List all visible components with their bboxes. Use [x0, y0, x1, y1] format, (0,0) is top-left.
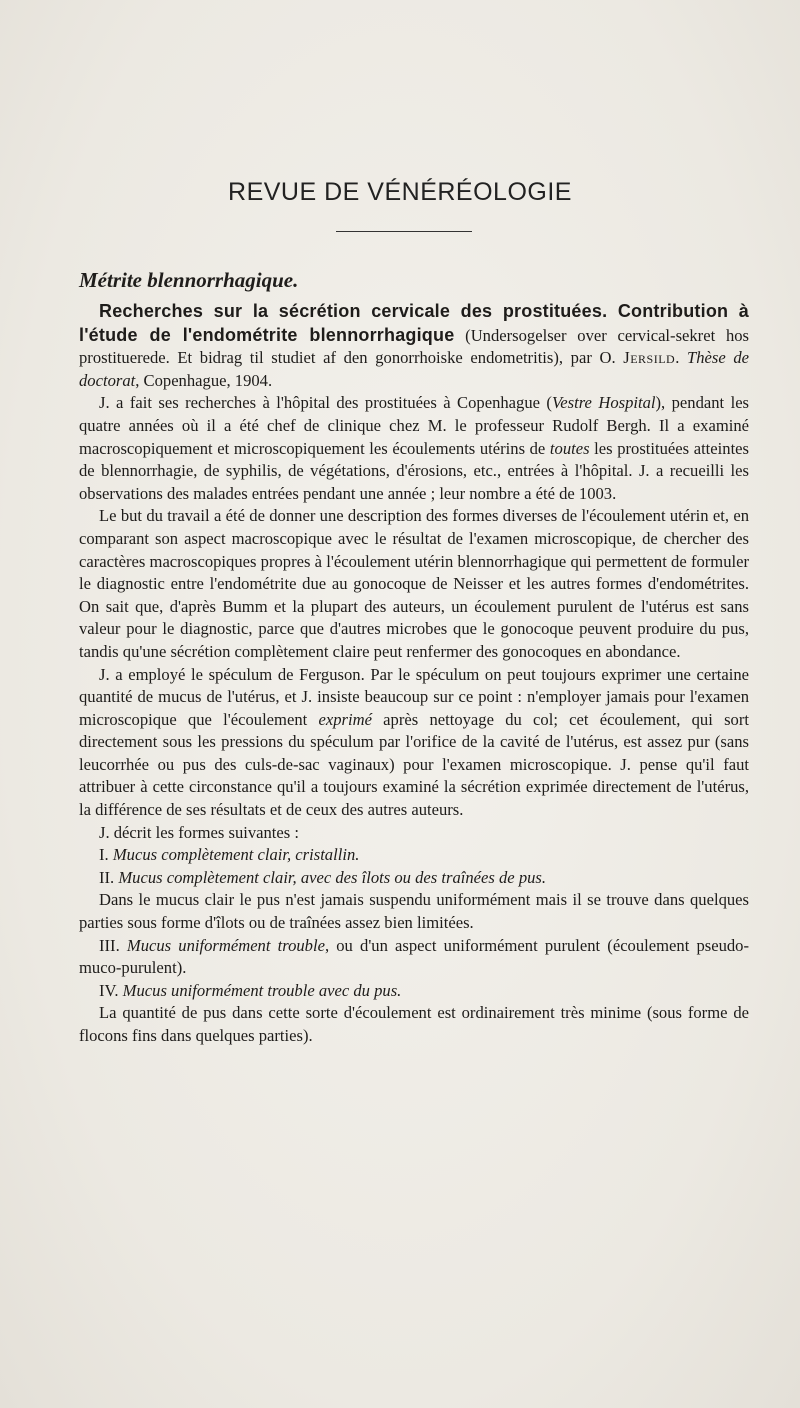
- form-description: Mucus complètement clair, avec des îlots ou des traînées de pus.: [118, 867, 547, 887]
- text-run: ), pendant les quatre années où il a été chef de clinique chez M. le professeur Rudolf Bergh. Il a examiné macroscopiquement et microscopiquement les écoulements utérins de: [79, 393, 750, 458]
- emphasis-toutes: toutes: [549, 438, 590, 458]
- form-number: IV.: [99, 980, 123, 1000]
- publication-type: Thèse de doctorat: [79, 348, 750, 390]
- paragraph-6: Dans le mucus clair le pus n'est jamais suspendu uniformément mais il se trouve dans quelques parties sous forme d'îlots ou de traînées assez bien limitées.: [79, 890, 749, 933]
- form-item-4: [79, 980, 749, 1003]
- emphasis-exprime: exprimé: [318, 709, 372, 729]
- article-title: Recherches sur la sécrétion cervicale des prostituées. Contribution à l'étude de l'endométrite blennorrhagique: [79, 301, 749, 345]
- section-title: Métrite blennorrhagique.: [79, 268, 299, 292]
- form-description: Mucus uniformément trouble avec du pus.: [122, 980, 402, 1000]
- form-description: Mucus uniformément trouble: [126, 935, 325, 955]
- form-number: I.: [99, 845, 113, 865]
- header-divider: [336, 231, 472, 232]
- form-number: III.: [99, 935, 127, 955]
- reference-text: (Undersogelser over cervical-sekret hos prostituerede. Et bidrag til studiet af den gonorrhoiske endometritis), par O.: [79, 325, 749, 368]
- form-item-2: [79, 867, 749, 890]
- paragraph-4: [79, 664, 749, 822]
- paragraph-5: J. décrit les formes suivantes :: [99, 822, 300, 842]
- separator: .: [675, 348, 687, 368]
- hospital-name: Vestre Hospital: [551, 393, 656, 413]
- paragraph-7: La quantité de pus dans cette sorte d'écoulement est ordinairement très minime (sous forme de flocons fins dans quelques parties).: [79, 1003, 749, 1045]
- form-item-1: [79, 844, 749, 867]
- paragraph-2: [79, 392, 749, 505]
- paragraph-3: Le but du travail a été de donner une description des formes diverses de l'écoulement utérin et, en comparant son aspect macroscopique avec le résultat de l'examen microscopique, de chercher des caractères macroscopiques propres à l'écoulement utérin blennorrhagique qui permettent de formuler le diagnostic entre l'endométrite due au gonocoque de Neisser et les autres formes d'endométrites. On sait que, d'après Bumm et la plupart des auteurs, un écoulement purulent de l'utérus est sans valeur pour le diagnostic, parce que d'autres microbes que le gonocoque peuvent produire du pus, tandis qu'une sécrétion complètement claire peut renfermer des gonocoques en abondance.: [79, 506, 749, 661]
- form-description: Mucus complètement clair, cristallin.: [112, 845, 360, 865]
- text-run: J. a employé le spéculum de Ferguson. Par le spéculum on peut toujours exprimer une certaine quantité de mucus de l'utérus, et J. insiste beaucoup sur ce point : n'employer jamais pour l'examen microscopique que l'écoulement: [79, 664, 749, 729]
- publication-place: , Copenhague, 1904.: [135, 370, 273, 390]
- form-number: II.: [99, 867, 119, 887]
- form-detail: , ou d'un aspect uniformément purulent (écoulement pseudo-muco-purulent).: [79, 935, 750, 978]
- form-item-3: [79, 935, 749, 980]
- author-name: Jersild: [623, 348, 676, 368]
- running-header: REVUE DE VÉNÉRÉOLOGIE: [228, 178, 572, 206]
- paragraph-reference: [79, 300, 749, 392]
- text-run: après nettoyage du col; cet écoulement, qui sort directement sous les pressions du spéculum par l'orifice de la cavité de l'utérus, est assez pur (sans leucorrhée ou pus des culs-de-sac vaginaux) pour l'examen microscopique. J. pense qu'il faut attribuer à cette circonstance qu'il a toujours examiné la sécrétion exprimée directement de l'utérus, la différence de ses résultats et de ceux des autres auteurs.: [79, 709, 749, 820]
- text-run: les prostituées atteintes de blennorrhagie, de syphilis, de végétations, d'érosions, etc., entrées à l'hôpital. J. a recueilli les observations des malades entrées pendant une année ; leur nombre a été de 1003.: [79, 438, 749, 503]
- text-run: J. a fait ses recherches à l'hôpital des prostituées à Copenhague (: [99, 393, 552, 413]
- article-body: [79, 300, 749, 1048]
